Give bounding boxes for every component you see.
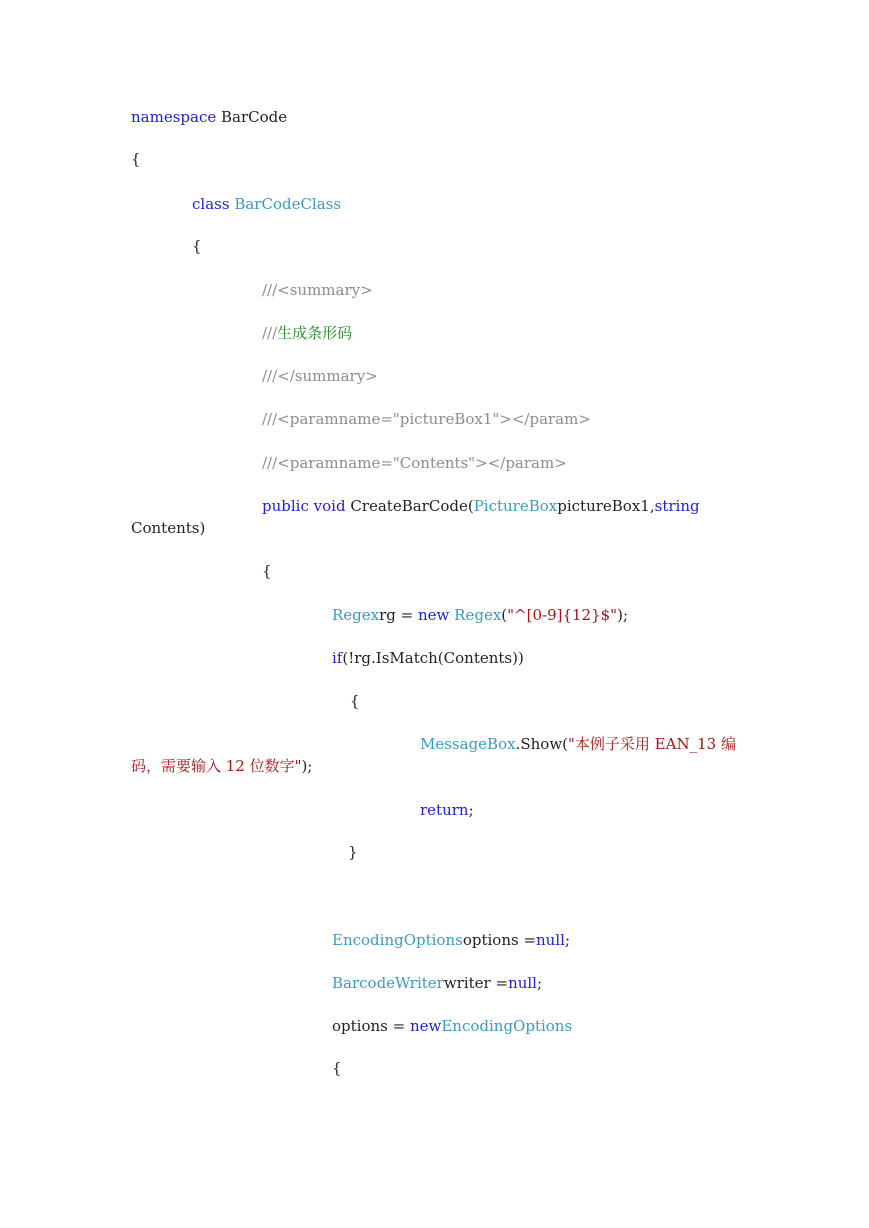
messagebox-line: [420, 733, 736, 755]
string-keyword: string: [654, 497, 700, 515]
return-keyword: return: [420, 801, 469, 819]
summary-close-comment: ///</summary>: [262, 367, 378, 385]
class-open-brace: [192, 235, 202, 257]
namespace-keyword: namespace: [131, 108, 217, 126]
writer-decl: writer =: [443, 974, 509, 992]
summary-open-line: [262, 279, 373, 301]
new-keyword: new: [409, 1017, 442, 1035]
statement-end: );: [617, 606, 628, 624]
namespace-open-brace: [131, 148, 141, 170]
statement-end: );: [301, 757, 313, 775]
picturebox-param: pictureBox1,: [557, 497, 655, 515]
return-line: [420, 799, 474, 821]
if-close-brace: [348, 841, 358, 863]
namespace-name: BarCode: [221, 108, 288, 126]
method-signature-wrap: [131, 517, 205, 539]
if-open-brace: [350, 690, 360, 712]
null-keyword: null: [508, 974, 537, 992]
if-keyword: if: [332, 649, 343, 667]
picturebox-type: PictureBox: [473, 497, 558, 515]
regex-type: Regex: [332, 606, 380, 624]
messagebox-type: MessageBox: [420, 735, 516, 753]
show-call: .Show(: [515, 735, 569, 753]
null-keyword: null: [536, 931, 565, 949]
brace: }: [348, 843, 358, 861]
void-keyword: void: [313, 497, 346, 515]
contents-param: Contents): [131, 519, 206, 537]
regex-pattern: "^[0-9]{12}$": [507, 606, 618, 624]
messagebox-wrap: [131, 755, 312, 777]
message-string-part1: "本例子采用 EAN_13 编: [568, 735, 736, 753]
rg-assign: rg =: [379, 606, 418, 624]
param2-line: [262, 452, 567, 474]
options-decl: options =: [462, 931, 537, 949]
summary-open-comment: ///<summary>: [262, 281, 373, 299]
public-keyword: public: [262, 497, 309, 515]
method-open-brace: [262, 560, 272, 582]
regex-ctor: Regex: [454, 606, 502, 624]
encoding-options-line: [332, 929, 570, 951]
class-name: BarCodeClass: [234, 195, 342, 213]
class-line: [192, 193, 341, 215]
method-name: CreateBarCode(: [350, 497, 474, 515]
paren: (: [501, 606, 508, 624]
options-open-brace: [332, 1057, 342, 1079]
barcodewriter-type: BarcodeWriter: [332, 974, 444, 992]
if-condition: (!rg.IsMatch(Contents)): [342, 649, 524, 667]
param1-line: [262, 408, 591, 430]
options-assign-line: [332, 1015, 572, 1037]
semicolon: ;: [536, 974, 543, 992]
brace: {: [350, 692, 360, 710]
semicolon: ;: [564, 931, 570, 949]
regex-line: [332, 604, 628, 626]
summary-text: 生成条形码: [277, 324, 353, 342]
semicolon: ;: [468, 801, 474, 819]
brace: {: [192, 237, 202, 255]
param1-comment: ///<paramname="pictureBox1"></param>: [262, 410, 591, 428]
brace: {: [332, 1059, 342, 1077]
encodingoptions-ctor: EncodingOptions: [441, 1017, 573, 1035]
if-line: [332, 647, 524, 669]
summary-text-line: [262, 322, 352, 344]
options-assign: options =: [332, 1017, 410, 1035]
message-string-part2: 码，需要输入 12 位数字": [131, 757, 302, 775]
barcode-writer-line: [332, 972, 542, 994]
class-keyword: class: [192, 195, 230, 213]
namespace-line: [131, 106, 287, 128]
brace: {: [262, 562, 272, 580]
summary-prefix: ///: [262, 324, 278, 342]
brace: {: [131, 150, 141, 168]
summary-close-line: [262, 365, 378, 387]
new-keyword: new: [418, 606, 450, 624]
param2-comment: ///<paramname="Contents"></param>: [262, 454, 567, 472]
method-signature-line: [262, 495, 700, 517]
encodingoptions-type: EncodingOptions: [332, 931, 463, 949]
